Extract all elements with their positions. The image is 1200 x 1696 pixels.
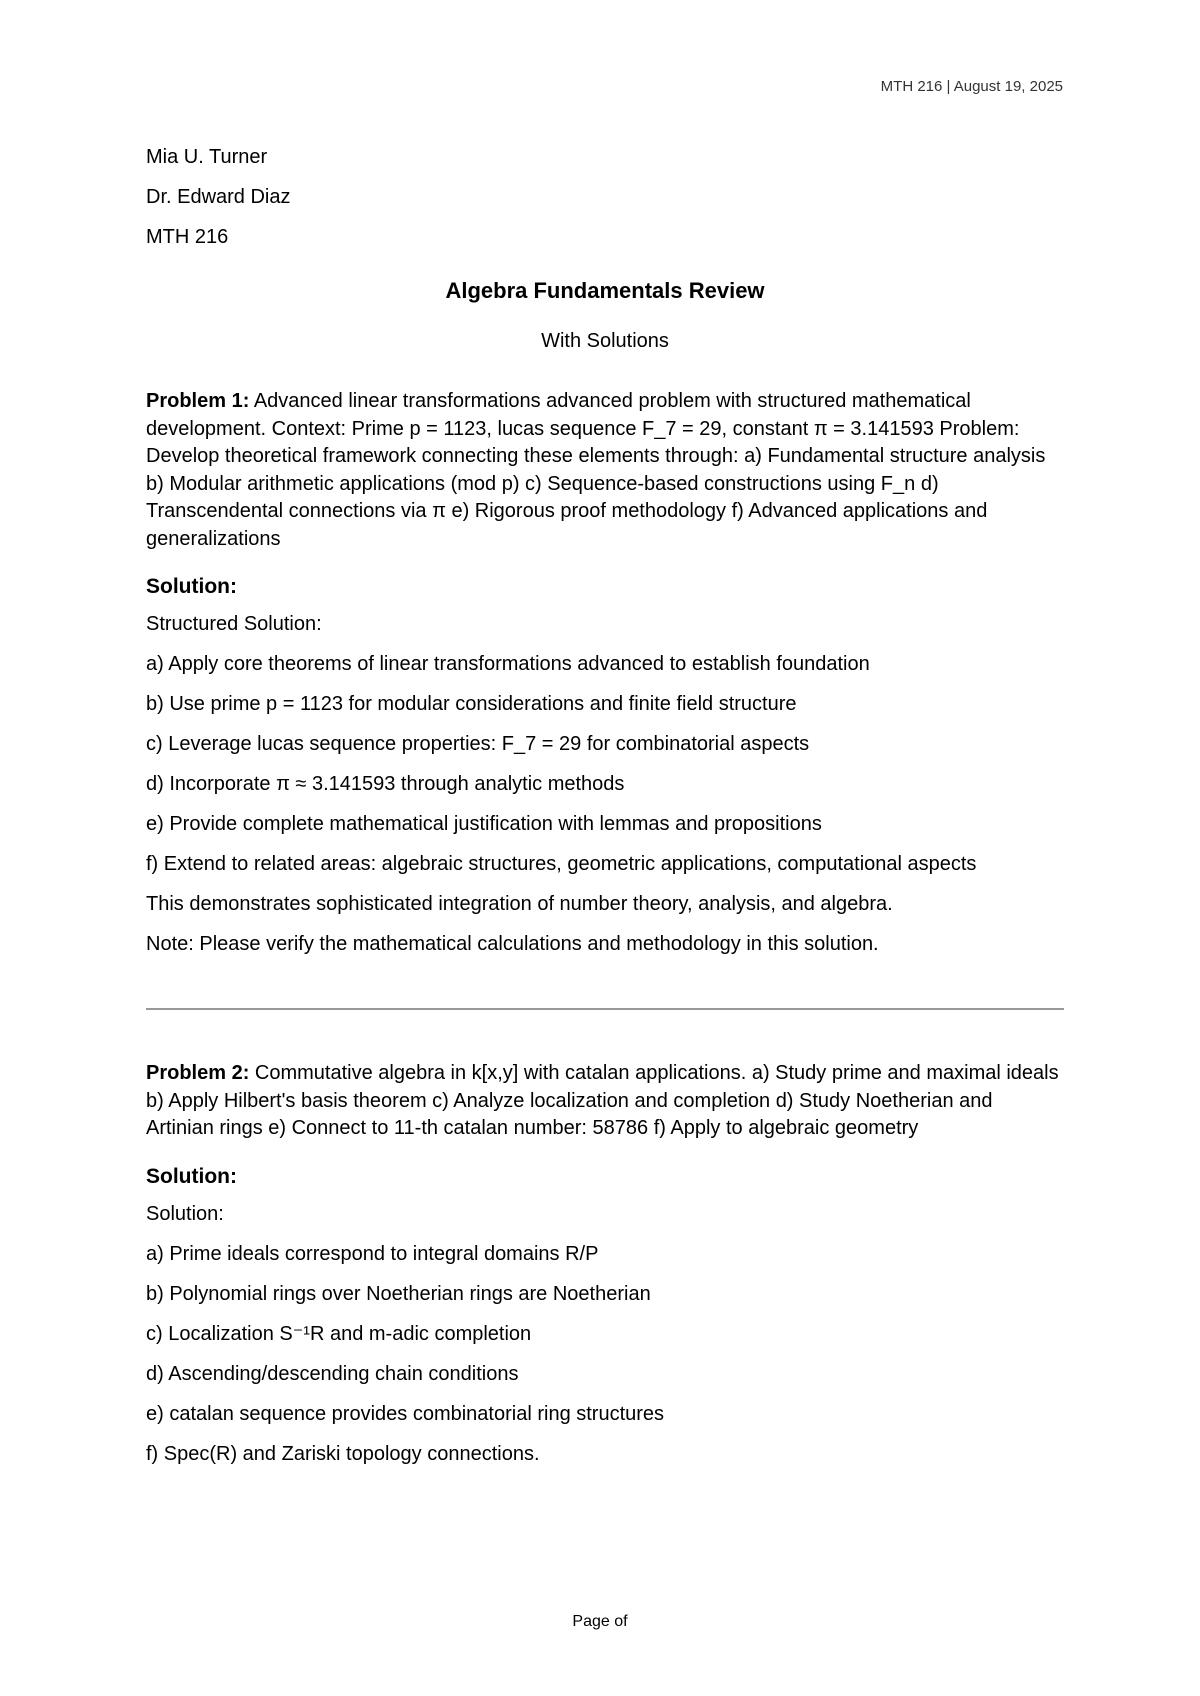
problem-2-solution-line: b) Polynomial rings over Noetherian rings are Noetherian	[146, 1282, 651, 1305]
document-subtitle: With Solutions	[541, 330, 669, 352]
problem-2-solution-line: f) Spec(R) and Zariski topology connections.	[146, 1442, 540, 1465]
problem-1-solution-line: c) Leverage lucas sequence properties: F_7 = 29 for combinatorial aspects	[146, 733, 810, 755]
problem-1-solution-line: Structured Solution:	[146, 613, 322, 635]
section-divider	[146, 1008, 1064, 1010]
course-code: MTH 216	[146, 226, 229, 248]
problem-2-solution-line: e) catalan sequence provides combinatorial ring structures	[146, 1402, 665, 1425]
problem-1-label: Problem 1:	[146, 390, 250, 412]
problem-1-solution-line: e) Provide complete mathematical justification with lemmas and propositions	[146, 813, 822, 835]
problem-1-section	[146, 388, 1064, 958]
document-title: Algebra Fundamentals Review	[445, 278, 765, 303]
problem-1-solution-line: a) Apply core theorems of linear transformations advanced to establish foundation	[146, 653, 870, 675]
instructor-name: Dr. Edward Diaz	[146, 186, 291, 208]
problem-2-solution-line: c) Localization S⁻¹R and m-adic completion	[146, 1322, 532, 1345]
problem-2-solution-heading: Solution:	[146, 1164, 237, 1188]
document-body	[146, 144, 1064, 1468]
problem-1-solution-line: f) Extend to related areas: algebraic structures, geometric applications, computational aspects	[146, 853, 977, 875]
problem-2-solution-line: a) Prime ideals correspond to integral domains R/P	[146, 1242, 599, 1265]
page-header: MTH 216 | August 19, 2025	[880, 78, 1063, 95]
problem-2-text: Commutative algebra in k[x,y] with catalan applications. a) Study prime and maximal ideals b) Apply Hilbert's basis theorem c) Analyze localization and completion d) Study Noetherian and Artinian rings e) Connect to 11-th catalan number: 58786 f) Apply to algebraic geometry	[146, 1062, 1059, 1139]
student-name: Mia U. Turner	[146, 146, 268, 168]
problem-2-solution-line: d) Ascending/descending chain conditions	[146, 1362, 519, 1385]
problem-1-solution-line: This demonstrates sophisticated integration of number theory, analysis, and algebra.	[146, 893, 893, 915]
problem-2-label: Problem 2:	[146, 1062, 250, 1084]
problem-1-statement	[146, 388, 1064, 553]
problem-1-text: Advanced linear transformations advanced problem with structured mathematical development. Context: Prime p = 1123, lucas sequence F_7 = 29, constant π = 3.141593 Problem: Develop theoretical framework connecting these elements through: a) Fundamental structure analysis b) Modular arithmetic applications (mod p) c) Sequence-based constructions using F_n d) Transcendental connections via π e) Rigorous proof methodology f) Advanced applications and generalizations	[146, 390, 1046, 550]
problem-1-solution-line: d) Incorporate π ≈ 3.141593 through analytic methods	[146, 773, 625, 795]
problem-1-solution-heading: Solution:	[146, 575, 237, 598]
problem-2-statement	[146, 1060, 1064, 1143]
problem-1-solution-line: Note: Please verify the mathematical calculations and methodology in this solution.	[146, 933, 879, 955]
problem-2-section	[146, 1060, 1064, 1468]
problem-2-solution-line: Solution:	[146, 1202, 224, 1225]
problem-1-solution-line: b) Use prime p = 1123 for modular considerations and finite field structure	[146, 693, 797, 715]
page-footer: Page of	[572, 1613, 628, 1630]
